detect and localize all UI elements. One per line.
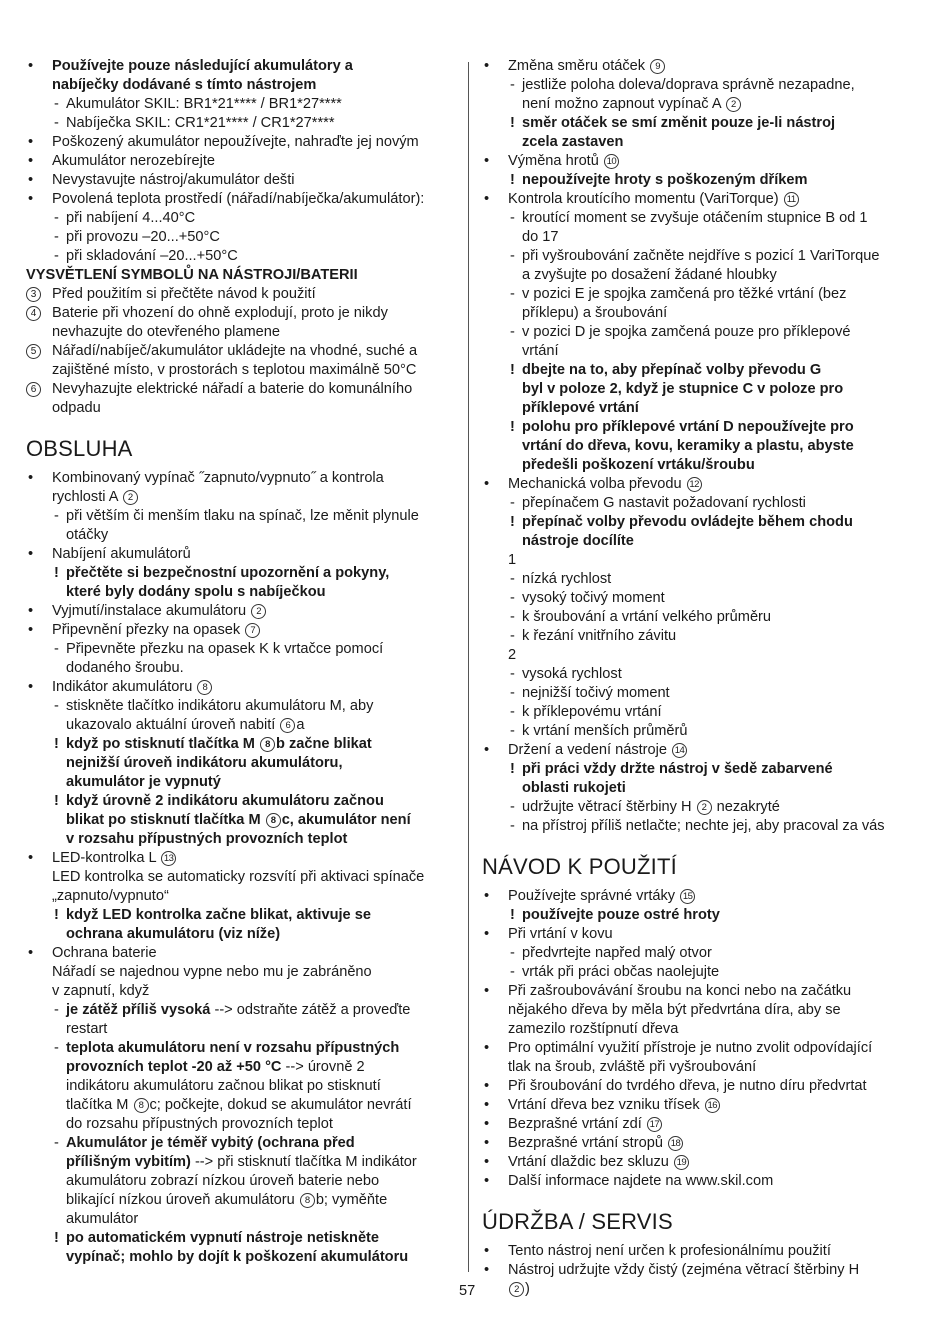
bullet-line: • Poškozený akumulátor nepoužívejte, nahraďte jej novým (26, 133, 458, 152)
dash-line: - jestliže poloha doleva/doprava správně nezapadne, (482, 76, 918, 95)
circled-number: 19 (674, 1155, 689, 1170)
dash-line: - Nabíječka SKIL: CR1*21**** / CR1*27**** (26, 114, 458, 133)
bullet-line: • Používejte správné vrtáky 15 (482, 887, 918, 906)
text-line: 2 (508, 647, 517, 663)
warning-line: ! nepoužívejte hroty s poškozeným dříkem (482, 171, 918, 190)
symbol-line: 6 Nevyhazujte elektrické nářadí a baterie do komunálního (26, 380, 458, 399)
bullet-line: • Indikátor akumulátoru 8 (26, 678, 458, 697)
section-heading: NÁVOD K POUŽITÍ (482, 854, 677, 879)
circled-number: 6 (280, 718, 295, 733)
circled-number: 18 (668, 1136, 683, 1151)
warning-line: ! při práci vždy držte nástroj v šedě zabarvené (482, 760, 918, 779)
text-line: indikátoru akumulátoru začnou blikat po stisknutí (66, 1078, 381, 1094)
dash-line: - k šroubování a vrtání velkého průměru (482, 608, 918, 627)
text-line: zajištěné místo, v prostorách s teplotou maximálně 50°C (52, 362, 417, 378)
text-line: 1 (508, 552, 517, 568)
circled-number: 7 (245, 623, 260, 638)
dash-line: - Akumulátor je téměř vybitý (ochrana před (26, 1134, 458, 1153)
bullet-line: • Změna směru otáček 9 (482, 57, 918, 76)
bullet-line: • Při zašroubovávání šroubu na konci nebo na začátku (482, 982, 918, 1001)
dash-line: - na přístroj příliš netlačte; nechte jej, aby pracoval za vás (482, 817, 918, 836)
circled-number: 2 (726, 97, 741, 112)
bullet-line: • Připevnění přezky na opasek 7 (26, 621, 458, 640)
bullet-line: • Používejte pouze následující akumulátory a (26, 57, 458, 76)
bullet-line: • Akumulátor nerozebírejte (26, 152, 458, 171)
symbol-line: 3 Před použitím si přečtěte návod k použití (26, 285, 458, 304)
dash-line: - vysoká rychlost (482, 665, 918, 684)
bullet-line: • Povolená teplota prostředí (nářadí/nabíječka/akumulátor): (26, 190, 458, 209)
bullet-line: • Bezprašné vrtání zdí 17 (482, 1115, 918, 1134)
page-number: 57 (459, 1283, 476, 1299)
dash-line: - vysoký točivý moment (482, 589, 918, 608)
bullet-line: • Při vrtání v kovu (482, 925, 918, 944)
column-divider (468, 62, 469, 1272)
warning-line: vrtání do dřeva, kovu, keramiky a plastu, abyste (522, 438, 854, 454)
dash-line: - při provozu –20...+50°C (26, 228, 458, 247)
dash-line: - Akumulátor SKIL: BR1*21**** / BR1*27**** (26, 95, 458, 114)
warning-line: vypínač; mohlo by dojít k poškození akumulátoru (66, 1249, 409, 1265)
text-line: v zapnutí, když (52, 983, 150, 999)
text-line: „zapnuto/vypnuto“ (52, 888, 169, 904)
right-column (482, 57, 918, 1299)
circled-number: 15 (680, 889, 695, 904)
bullet-line: • LED-kontrolka L 13 (26, 849, 458, 868)
warning-line: ! používejte pouze ostré hroty (482, 906, 918, 925)
text-line: akumulátor (66, 1211, 139, 1227)
text-line: do 17 (522, 229, 559, 245)
text-line: není možno zapnout vypínač A 2 (482, 95, 918, 114)
warning-line: ! když úrovně 2 indikátoru akumulátoru začnou (26, 792, 458, 811)
section-heading: OBSLUHA (26, 436, 133, 461)
dash-line: - při nabíjení 4...40°C (26, 209, 458, 228)
bullet-line: • Kontrola kroutícího momentu (VariTorque) 11 (482, 190, 918, 209)
text-line: ukazovalo aktuální úroveň nabití 6 a (66, 717, 305, 733)
text-line: nevhazujte do otevřeného plamene (52, 324, 280, 340)
text-line: tlak na šroub, zvláště při vyšroubování (508, 1059, 757, 1075)
bullet-line: • Bezprašné vrtání stropů 18 (482, 1134, 918, 1153)
bullet-line: • Tento nástroj není určen k profesionálnímu použití (482, 1242, 918, 1261)
circled-number: 11 (784, 192, 799, 207)
dash-line: - při skladování –20...+50°C (26, 247, 458, 266)
dash-line: - nejnižší točivý moment (482, 684, 918, 703)
dash-line: - udržujte větrací štěrbiny H 2 nezakryté (482, 798, 918, 817)
text-line: restart (66, 1021, 108, 1037)
text-line: Nářadí se najednou vypne nebo mu je zabráněno (52, 964, 372, 980)
circled-number: 14 (672, 743, 687, 758)
warning-line: ! po automatickém vypnutí nástroje netiskněte (26, 1229, 458, 1248)
symbol-line: 5 Nářadí/nabíječ/akumulátor ukládejte na vhodné, suché a (26, 342, 458, 361)
text-line: rychlosti A 2 (26, 488, 458, 507)
warning-line: ochrana akumulátoru (viz níže) (66, 926, 281, 942)
warning-line: ! polohu pro příklepové vrtání D nepoužívejte pro (482, 418, 918, 437)
dash-line: - vrták při práci občas naolejujte (482, 963, 918, 982)
warning-line: akumulátor je vypnutý (66, 774, 221, 790)
bullet-line: • Při šroubování do tvrdého dřeva, je nutno díru předvrtat (482, 1077, 918, 1096)
bullet-line: • Vrtání dřeva bez vzniku třísek 16 (482, 1096, 918, 1115)
text-line: akumulátoru zobrazí nízkou úroveň baterie nebo (66, 1173, 380, 1189)
bullet-line: • Kombinovaný vypínač ˝zapnuto/vypnuto˝ a kontrola (26, 469, 458, 488)
warning-line: v rozsahu přípustných provozních teplot (66, 831, 348, 847)
dash-line: - stiskněte tlačítko indikátoru akumulátoru M, aby (26, 697, 458, 716)
text-line: a zvyšujte po dosažení žádané hloubky (522, 267, 777, 283)
dash-line: - teplota akumulátoru není v rozsahu přípustných (26, 1039, 458, 1058)
circled-number: 8 (197, 680, 212, 695)
bullet-line: • Vrtání dlaždic bez skluzu 19 (482, 1153, 918, 1172)
circled-number: 12 (687, 477, 702, 492)
circled-number: 8 (300, 1193, 315, 1208)
circled-number: 2 (697, 800, 712, 815)
text-line: 2 ) (482, 1280, 918, 1299)
text-line: do rozsahu přípustných provozních teplot (66, 1116, 333, 1132)
text-line: blikající nízkou úroveň akumulátoru 8 b; vyměňte (66, 1192, 388, 1208)
circled-number: 2 (509, 1282, 524, 1297)
dash-line: - je zátěž příliš vysoká --> odstraňte zátěž a proveďte (26, 1001, 458, 1020)
circled-number: 8 (266, 813, 281, 828)
text-line: zamezilo rozštípnutí dřeva (508, 1021, 679, 1037)
dash-line: - předvrtejte napřed malý otvor (482, 944, 918, 963)
circled-number: 13 (161, 851, 176, 866)
symbol-line: 4 Baterie při vhození do ohně explodují, proto je nikdy (26, 304, 458, 323)
dash-line: - kroutící moment se zvyšuje otáčením stupnice B od 1 (482, 209, 918, 228)
circled-number: 2 (251, 604, 266, 619)
warning-line: nástroje docílíte (522, 533, 634, 549)
text-line: přílišným vybitím) --> při stisknutí tlačítka M indikátor (66, 1154, 417, 1170)
warning-line: oblasti rukojeti (522, 780, 626, 796)
warning-line: zcela zastaven (522, 134, 624, 150)
warning-line: nejnižší úroveň indikátoru akumulátoru, (66, 755, 343, 771)
bullet-line: • Nabíjení akumulátorů (26, 545, 458, 564)
circled-number: 17 (647, 1117, 662, 1132)
circled-number: 8 (260, 737, 275, 752)
warning-line: ! když LED kontrolka začne blikat, aktivuje se (26, 906, 458, 925)
bullet-line: • Další informace najdete na www.skil.com (482, 1172, 918, 1191)
text-line: vrtání (522, 343, 559, 359)
warning-line: předešli poškození vrtáku/šroubu (522, 457, 755, 473)
dash-line: - při větším či menším tlaku na spínač, lze měnit plynule (26, 507, 458, 526)
section-subheading: VYSVĚTLENÍ SYMBOLŮ NA NÁSTROJI/BATERII (26, 267, 358, 283)
text-line: dodaného šroubu. (66, 660, 184, 676)
bullet-line: • Ochrana baterie (26, 944, 458, 963)
text-line: provozních teplot -20 až +50 °C --> úrovně 2 (66, 1059, 365, 1075)
warning-line: ! směr otáček se smí změnit pouze je-li nástroj (482, 114, 918, 133)
text-line: LED kontrolka se automaticky rozsvítí při aktivaci spínače (52, 869, 425, 885)
dash-line: - přepínačem G nastavit požadovaní rychlosti (482, 494, 918, 513)
dash-line: - k příklepovému vrtání (482, 703, 918, 722)
dash-line: - při vyšroubování začněte nejdříve s pozicí 1 VariTorque (482, 247, 918, 266)
bullet-line: • Pro optimální využití přístroje je nutno zvolit odpovídající (482, 1039, 918, 1058)
warning-line: ! přečtěte si bezpečnostní upozornění a pokyny, (26, 564, 458, 583)
dash-line: - v pozici E je spojka zamčená pro těžké vrtání (bez (482, 285, 918, 304)
warning-line: ! když po stisknutí tlačítka M 8 b začne blikat (26, 735, 458, 754)
dash-line: - k vrtání menších průměrů (482, 722, 918, 741)
text-line: nějakého dřeva by měla být předvrtána díra, aby se (508, 1002, 841, 1018)
text-line: nabíječky dodávané s tímto nástrojem (52, 77, 317, 93)
bullet-line: • Držení a vedení nástroje 14 (482, 741, 918, 760)
bullet-line: • Nevystavujte nástroj/akumulátor dešti (26, 171, 458, 190)
text-line: odpadu (52, 400, 101, 416)
left-column (26, 57, 458, 1267)
bullet-line: • Mechanická volba převodu 12 (482, 475, 918, 494)
dash-line: - v pozici D je spojka zamčená pouze pro příklepové (482, 323, 918, 342)
bullet-line: • Výměna hrotů 10 (482, 152, 918, 171)
warning-line: ! přepínač volby převodu ovládejte během chodu (482, 513, 918, 532)
warning-line: ! dbejte na to, aby přepínač volby převodu G (482, 361, 918, 380)
text-line: tlačítka M 8 c; počkejte, dokud se akumulátor nevrátí (66, 1097, 412, 1113)
circled-number: 2 (123, 490, 138, 505)
bullet-line: • Nástroj udržujte vždy čistý (zejména větrací štěrbiny H (482, 1261, 918, 1280)
section-heading: ÚDRŽBA / SERVIS (482, 1209, 673, 1234)
warning-line: příklepové vrtání (522, 400, 639, 416)
circled-number: 8 (134, 1098, 149, 1113)
text-line: příklepu) a šroubování (522, 305, 668, 321)
circled-number: 10 (604, 154, 619, 169)
warning-line: které byly dodány spolu s nabíječkou (66, 584, 326, 600)
circled-number: 9 (650, 59, 665, 74)
dash-line: - k řezání vnitřního závitu (482, 627, 918, 646)
warning-line: byl v poloze 2, když je stupnice C v poloze pro (522, 381, 844, 397)
bullet-line: • Vyjmutí/instalace akumulátoru 2 (26, 602, 458, 621)
dash-line: - nízká rychlost (482, 570, 918, 589)
dash-line: - Připevněte přezku na opasek K k vrtačce pomocí (26, 640, 458, 659)
circled-number: 16 (705, 1098, 720, 1113)
text-line: otáčky (66, 527, 109, 543)
warning-line: blikat po stisknutí tlačítka M 8 c, akumulátor není (66, 812, 411, 828)
